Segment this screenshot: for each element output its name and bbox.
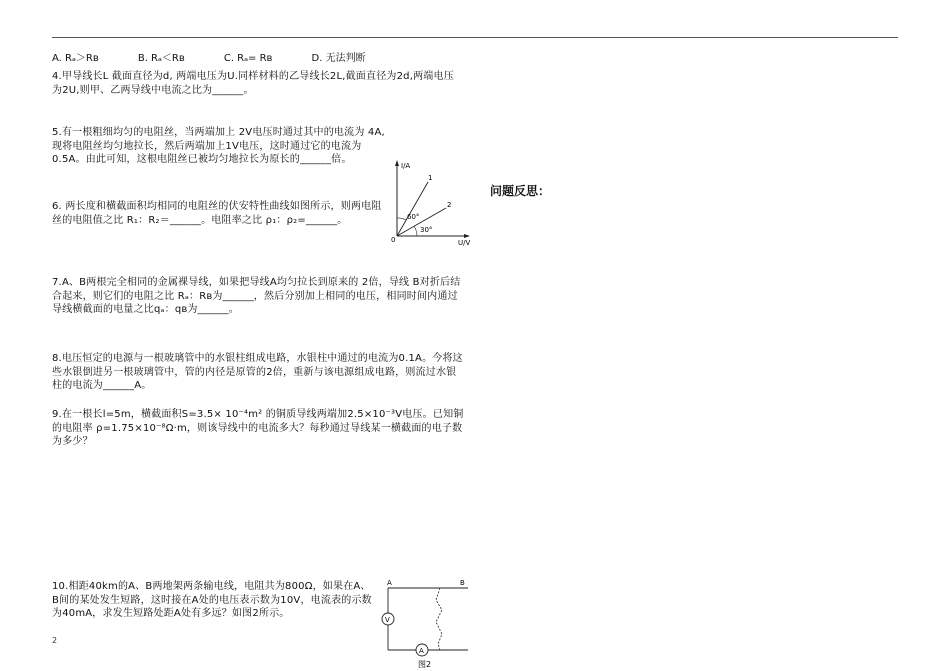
reflection-heading: 问题反思： xyxy=(490,184,551,198)
question-4 xyxy=(52,70,464,101)
iv-x-arrow xyxy=(464,234,470,238)
question-8 xyxy=(52,352,464,397)
question-7 xyxy=(52,276,464,321)
option-a: A. Rₐ＞Rʙ xyxy=(52,53,99,64)
iv-line-2-label: 2 xyxy=(447,201,452,209)
options-line xyxy=(52,52,402,66)
question-8-text: 8.电压恒定的电源与一根玻璃管中的水银柱组成电路，水银柱中通过的电流为0.1A。今将这些水银倒进另一根玻璃管中，管的内径是原管的2倍，重新与该电源组成电路，则流过水银柱的电流为______A。 xyxy=(52,353,463,391)
fig2-ammeter-label: A xyxy=(419,647,424,655)
iv-line-1-label: 1 xyxy=(428,174,433,182)
fig2-label-b: B xyxy=(460,579,465,587)
page-number: 2 xyxy=(52,636,58,645)
option-d: D. 无法判断 xyxy=(311,53,366,64)
option-c: C. Rₐ= Rʙ xyxy=(223,53,273,64)
iv-x-label: U/V xyxy=(458,239,471,246)
question-9-text: 9.在一根长l=5m，横截面积S=3.5× 10⁻⁴m² 的铜质导线两端加2.5×10⁻³V电压。已知铜的电阻率 ρ=1.75×10⁻⁸Ω·m，则该导线中的电流多大？每秒通过导线某一横截面的电子数为多少？ xyxy=(52,409,464,447)
question-10 xyxy=(52,580,372,625)
iv-origin-label: 0 xyxy=(391,236,396,244)
question-6-text: 6. 两长度和横截面积均相同的电阻丝的伏安特性曲线如图所示，则两电阻丝的电阻值之比 R₁：R₂＝______。电阻率之比 ρ₁：ρ₂=______。 xyxy=(52,201,382,226)
question-10-text: 10.相距40km的A、B两地架两条输电线，电阻共为800Ω，如果在A、B间的某处发生短路，这时接在A处的电压表示数为10V，电流表的示数为40mA，求发生短路处距A处有多远？如图2所示。 xyxy=(52,581,372,619)
question-4-text: 4.甲导线长L 截面直径为d, 两端电压为U.同样材料的乙导线长2L,截面直径为2d,两端电压为2U,则甲、乙两导线中电流之比为______。 xyxy=(52,71,454,96)
fig2-label-a: A xyxy=(387,579,392,587)
question-5-text: 5.有一根粗细均匀的电阻丝，当两端加上 2V电压时通过其中的电流为 4A,现将电阻丝均匀地拉长，然后两端加上1V电压，这时通过它的电流为0.5A。由此可知，这根电阻丝已被均匀地拉长为原长的______倍。 xyxy=(52,127,385,165)
fig2-circuit xyxy=(380,578,476,670)
iv-angle-30-label: 30° xyxy=(420,226,433,234)
question-9 xyxy=(52,408,464,453)
iv-y-label: I/A xyxy=(401,162,411,170)
option-b: B. Rₐ＜Rʙ xyxy=(137,53,185,64)
iv-angle-arc-60 xyxy=(397,218,406,220)
iv-angle-arc-30 xyxy=(414,226,417,236)
question-5 xyxy=(52,126,390,171)
iv-y-arrow xyxy=(395,160,399,166)
question-7-text: 7.A、B两根完全相同的金属裸导线，如果把导线A均匀拉长到原来的 2倍，导线 B对折后结合起来，则它们的电阻之比 Rₐ：Rʙ为______，然后分别加上相同的电压，相同时间内通过导线横截面的电量之比qₐ：qʙ为______。 xyxy=(52,277,461,315)
question-6 xyxy=(52,200,382,231)
fig2-voltmeter-label: V xyxy=(385,616,390,624)
iv-graph xyxy=(390,158,480,246)
header-rule xyxy=(52,37,898,38)
fig2-caption: 图2 xyxy=(418,660,432,669)
iv-angle-60-label: 60° xyxy=(407,213,420,221)
fig2-short-circuit xyxy=(436,588,442,650)
